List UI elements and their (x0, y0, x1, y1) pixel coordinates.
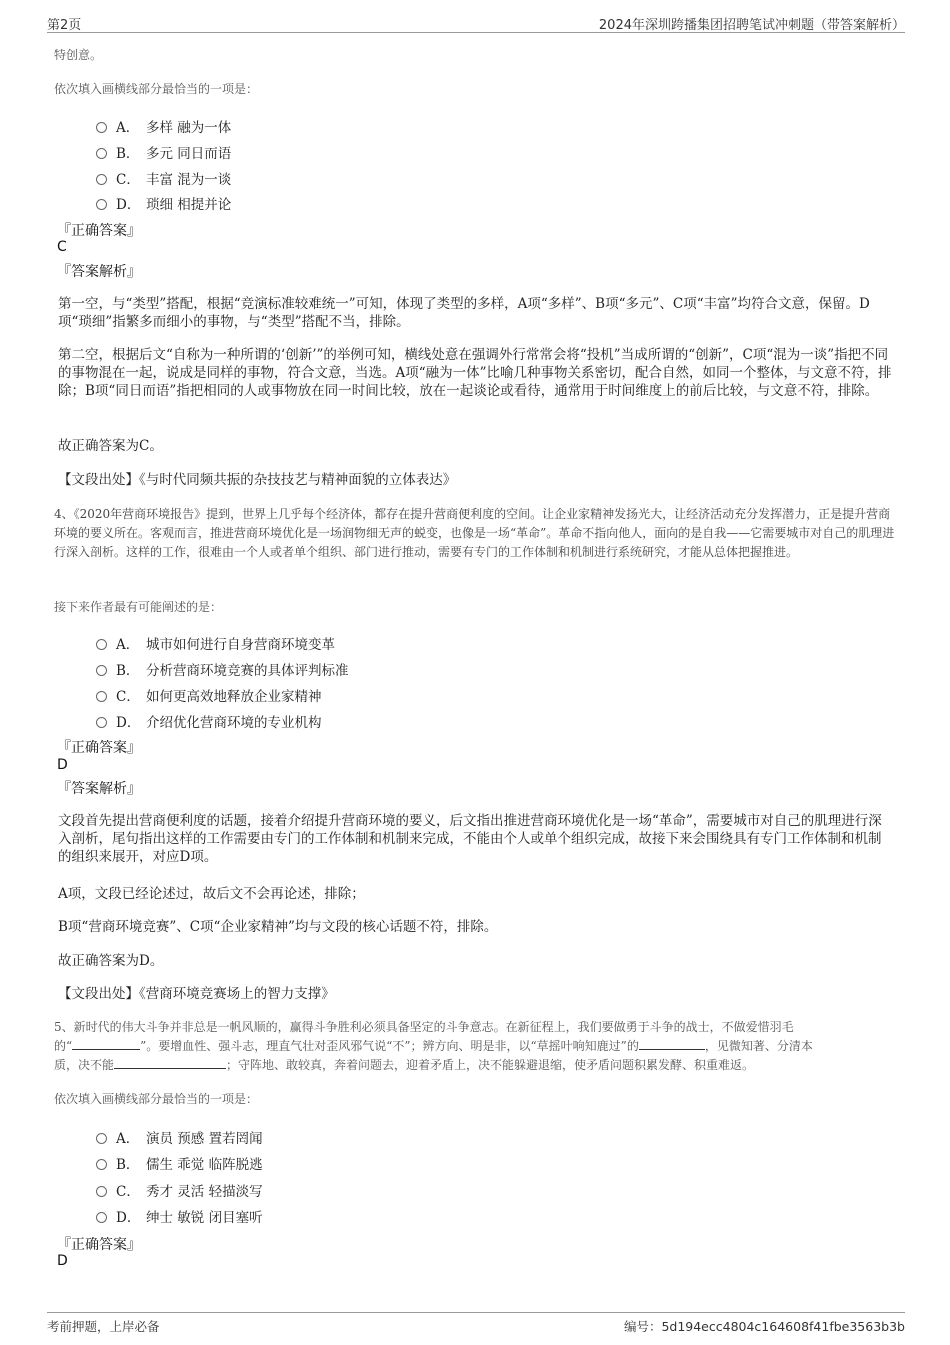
radio-icon[interactable] (96, 1133, 107, 1144)
q4-stem: 4、《2020年营商环境报告》提到，世界上几乎每个经济体，都存在提升营商便利度的空间。让企业家精神发扬光大，让经济活动充分发挥潜力，正是提升营商环境的要义所在。客观而言，推进营商环境优化是一场润物细无声的蜕变，也像是一场“革命”。革命不指向他人，面向的是自我——它需要城市对自己的肌理进行深入剖析。这样的工作，很难由一个人或者单个组织、部门进行推动，需要有专门的工作体制和机制进行系统研究，才能从总体把握推进。 (54, 507, 895, 559)
page-header (47, 14, 905, 33)
q5-option-a[interactable]: A． 演员 预感 置若罔闻 (96, 1127, 263, 1147)
q3-analysis-paragraph-1: 第一空，与“类型”搭配，根据“竞演标准较难统一”可知，体现了类型的多样，A项“多样”、B项“多元”、C项“丰富”均符合文意，保留。D项“琐细”指繁多而细小的事物，与“类型”搭配不当，排除。 (58, 296, 870, 330)
footer-slogan: 考前押题，上岸必备 (47, 1319, 160, 1334)
q3-analysis-label: 『答案解析』 (57, 264, 141, 280)
q4-analysis-paragraph-1: 文段首先提出营商便利度的话题，接着介绍提升营商环境的要义，后文指出推进营商环境优化是一场“革命”，需要城市对自己的肌理进行深入剖析，尾句指出这样的工作需要由专门的工作体制和机制来完成，不能由个人或单个组织完成，故接下来会围绕具有专门工作体制和机制的组织来展开，对应D项。 (58, 813, 882, 865)
q4-conclusion: 故正确答案为D。 (58, 953, 164, 969)
radio-icon[interactable] (96, 122, 107, 133)
q5-option-b[interactable]: B． 儒生 乖觉 临阵脱逃 (96, 1153, 263, 1173)
q5-stem-line-2: 的“ ”。要增血性、强斗志，理直气壮对歪风邪气说“不”；辨方向、明是非，以“草摇叶响知鹿过”的 ，见微知著、分清本 (54, 1039, 813, 1053)
q4-answer: D (57, 757, 68, 773)
q4-analysis-paragraph-3: B项“营商环境竞赛”、C项“企业家精神”均与文段的核心话题不符，排除。 (58, 919, 498, 935)
q4-analysis-paragraph-2: A项，文段已经论述过，故后文不会再论述，排除； (58, 886, 365, 902)
radio-icon[interactable] (96, 199, 107, 210)
q5-prompt: 依次填入画横线部分最恰当的一项是： (54, 1092, 259, 1106)
document-title: 2024年深圳跨播集团招聘笔试冲刺题（带答案解析） (598, 18, 905, 33)
fill-blank-1[interactable] (72, 1037, 140, 1050)
page-number: 第2页 (47, 18, 82, 33)
radio-icon[interactable] (96, 665, 107, 676)
q3-option-a[interactable]: A． 多样 融为一体 (96, 116, 231, 136)
radio-icon[interactable] (96, 148, 107, 159)
q3-answer: C (57, 239, 67, 255)
fill-blank-3[interactable] (114, 1056, 226, 1069)
q4-source: 【文段出处】《营商环境竞赛场上的智力支撑》 (58, 986, 335, 1002)
document-code: 编号：5d194ecc4804c164608f41fbe3563b3b (623, 1319, 905, 1334)
page-footer (47, 1312, 905, 1333)
radio-icon[interactable] (96, 1212, 107, 1223)
q4-prompt: 接下来作者最有可能阐述的是： (54, 600, 223, 614)
q3-prompt: 依次填入画横线部分最恰当的一项是： (54, 82, 259, 96)
q3-conclusion: 故正确答案为C。 (58, 438, 163, 454)
q4-option-c[interactable]: C． 如何更高效地释放企业家精神 (96, 685, 322, 705)
q4-answer-label: 『正确答案』 (57, 740, 141, 756)
q5-stem (54, 1018, 813, 1075)
radio-icon[interactable] (96, 1186, 107, 1197)
q3-option-c[interactable]: C． 丰富 混为一谈 (96, 168, 231, 188)
radio-icon[interactable] (96, 639, 107, 650)
radio-icon[interactable] (96, 1159, 107, 1170)
q3-option-b[interactable]: B． 多元 同日而语 (96, 142, 231, 162)
q5-option-c[interactable]: C． 秀才 灵活 轻描淡写 (96, 1180, 263, 1200)
q3-option-d[interactable]: D． 琐细 相提并论 (96, 193, 231, 213)
q3-analysis-paragraph-2: 第二空，根据后文“自称为一种所谓的‘创新’”的举例可知，横线处意在强调外行常常会将“投机”当成所谓的“创新”，C项“混为一谈”指把不同的事物混在一起，说成是同样的事物，符合文意，当选。A项“融为一体”比喻几种事物关系密切，配合自然，如同一个整体，与文意不符，排除；B项“同日而语”指把相同的人或事物放在同一时间比较，放在一起谈论或看待，通常用于时间维度上的前后比较，与文意不符，排除。 (58, 347, 892, 399)
q5-answer: D (57, 1253, 68, 1269)
q4-option-a[interactable]: A． 城市如何进行自身营商环境变革 (96, 633, 335, 653)
q4-option-b[interactable]: B． 分析营商环境竞赛的具体评判标准 (96, 659, 349, 679)
q3-answer-label: 『正确答案』 (57, 223, 141, 239)
q3-stem-tail: 特创意。 (54, 48, 103, 62)
q5-stem-line-3: 质，决不能 ；守阵地、敢较真，奔着问题去，迎着矛盾上，决不能躲避退缩，使矛盾问题积累发酵、积重难返。 (54, 1058, 755, 1072)
q4-option-d[interactable]: D． 介绍优化营商环境的专业机构 (96, 711, 322, 731)
q3-source: 【文段出处】《与时代同频共振的杂技技艺与精神面貌的立体表达》 (58, 472, 457, 488)
q5-option-d[interactable]: D． 绅士 敏锐 闭目塞听 (96, 1206, 263, 1226)
radio-icon[interactable] (96, 174, 107, 185)
q4-analysis-label: 『答案解析』 (57, 781, 141, 797)
q5-answer-label: 『正确答案』 (57, 1237, 141, 1253)
radio-icon[interactable] (96, 691, 107, 702)
q5-stem-line-1: 5、新时代的伟大斗争并非总是一帆风顺的，赢得斗争胜利必须具备坚定的斗争意志。在新征程上，我们要做勇于斗争的战士，不做爱惜羽毛 (54, 1020, 794, 1034)
fill-blank-2[interactable] (639, 1037, 705, 1050)
radio-icon[interactable] (96, 717, 107, 728)
